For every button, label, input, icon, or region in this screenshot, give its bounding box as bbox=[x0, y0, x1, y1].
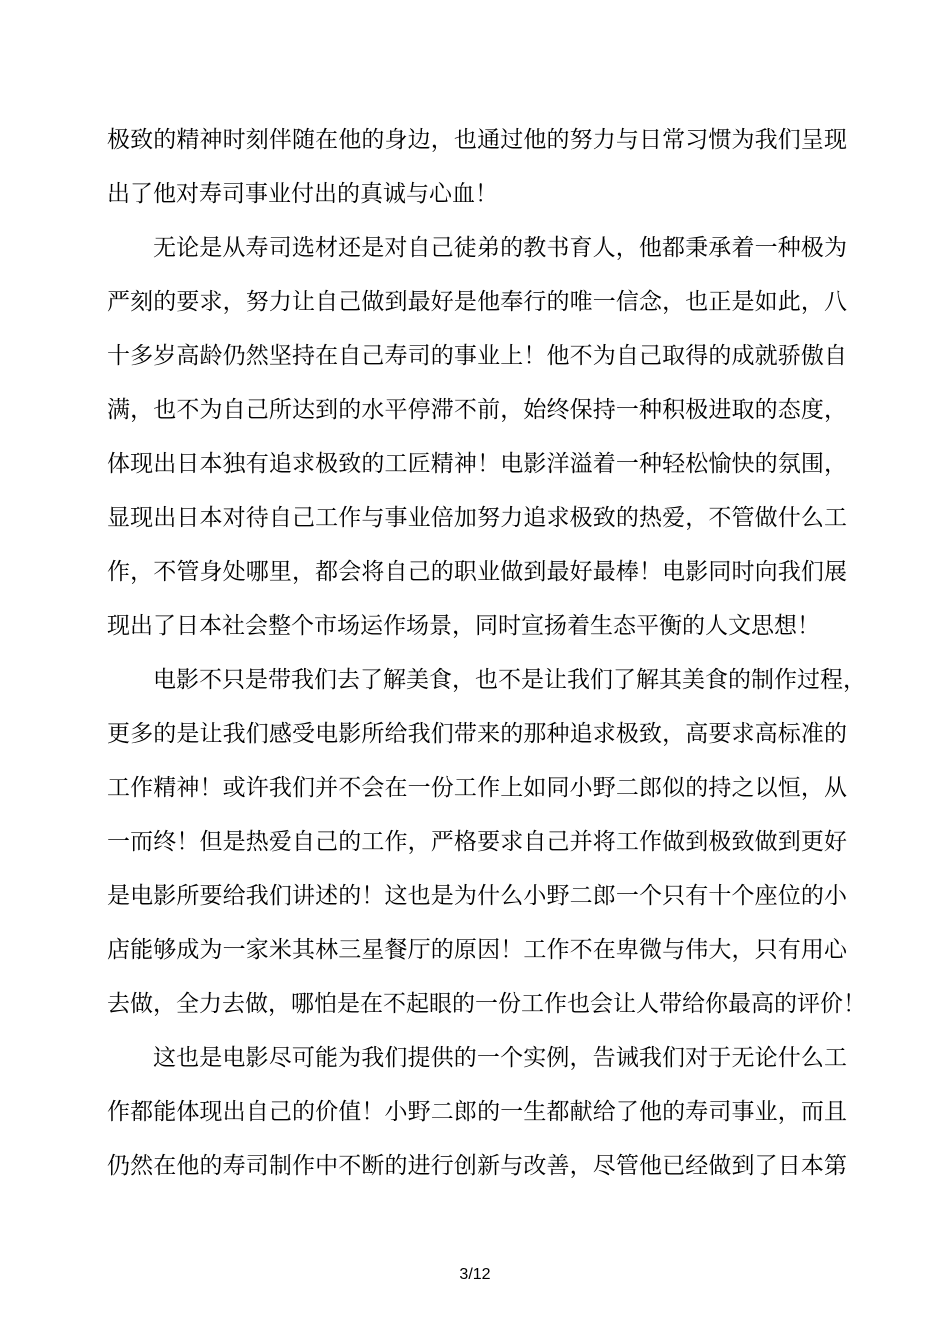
text-line: 作都能体现出自己的价值！小野二郎的一生都献给了他的寿司事业，而且 bbox=[107, 1099, 847, 1125]
text-line: 是电影所要给我们讲述的！这也是为什么小野二郎一个只有十个座位的小 bbox=[107, 883, 847, 909]
text-line: 现出了日本社会整个市场运作场景，同时宣扬着生态平衡的人文思想！ bbox=[107, 613, 820, 639]
text-line: 出了他对寿司事业付出的真诚与心血！ bbox=[107, 181, 498, 207]
text-line: 店能够成为一家米其林三星餐厅的原因！工作不在卑微与伟大，只有用心 bbox=[107, 937, 847, 963]
paragraph bbox=[107, 658, 866, 1036]
text-line: 十多岁高龄仍然坚持在自己寿司的事业上！他不为自己取得的成就骄傲自 bbox=[107, 343, 847, 369]
document-body bbox=[107, 118, 866, 1198]
text-line: 显现出日本对待自己工作与事业倍加努力追求极致的热爱，不管做什么工 bbox=[107, 505, 847, 531]
text-line: 体现出日本独有追求极致的工匠精神！电影洋溢着一种轻松愉快的氛围， bbox=[107, 451, 847, 477]
paragraph bbox=[107, 226, 847, 658]
text-line: 工作精神！或许我们并不会在一份工作上如同小野二郎似的持之以恒，从 bbox=[107, 775, 847, 801]
text-line: 去做，全力去做，哪怕是在不起眼的一份工作也会让人带给你最高的评价！ bbox=[107, 991, 866, 1017]
text-line: 作，不管身处哪里，都会将自己的职业做到最好最棒！电影同时向我们展 bbox=[107, 559, 847, 585]
text-line: 这也是电影尽可能为我们提供的一个实例，告诫我们对于无论什么工 bbox=[153, 1045, 847, 1071]
text-line: 电影不只是带我们去了解美食，也不是让我们了解其美食的制作过程， bbox=[153, 667, 866, 693]
text-line: 满，也不为自己所达到的水平停滞不前，始终保持一种积极进取的态度， bbox=[107, 397, 847, 423]
text-line: 极致的精神时刻伴随在他的身边，也通过他的努力与日常习惯为我们呈现 bbox=[107, 127, 847, 153]
page-number: 3/12 bbox=[459, 1266, 491, 1283]
paragraph bbox=[107, 1036, 847, 1198]
text-line: 一而终！但是热爱自己的工作，严格要求自己并将工作做到极致做到更好 bbox=[107, 829, 847, 855]
text-line: 更多的是让我们感受电影所给我们带来的那种追求极致，高要求高标准的 bbox=[107, 721, 847, 747]
text-line: 仍然在他的寿司制作中不断的进行创新与改善，尽管他已经做到了日本第 bbox=[107, 1153, 847, 1179]
text-line: 无论是从寿司选材还是对自己徒弟的教书育人，他都秉承着一种极为 bbox=[153, 235, 847, 261]
text-line: 严刻的要求，努力让自己做到最好是他奉行的唯一信念，也正是如此，八 bbox=[107, 289, 847, 315]
paragraph bbox=[107, 118, 847, 226]
